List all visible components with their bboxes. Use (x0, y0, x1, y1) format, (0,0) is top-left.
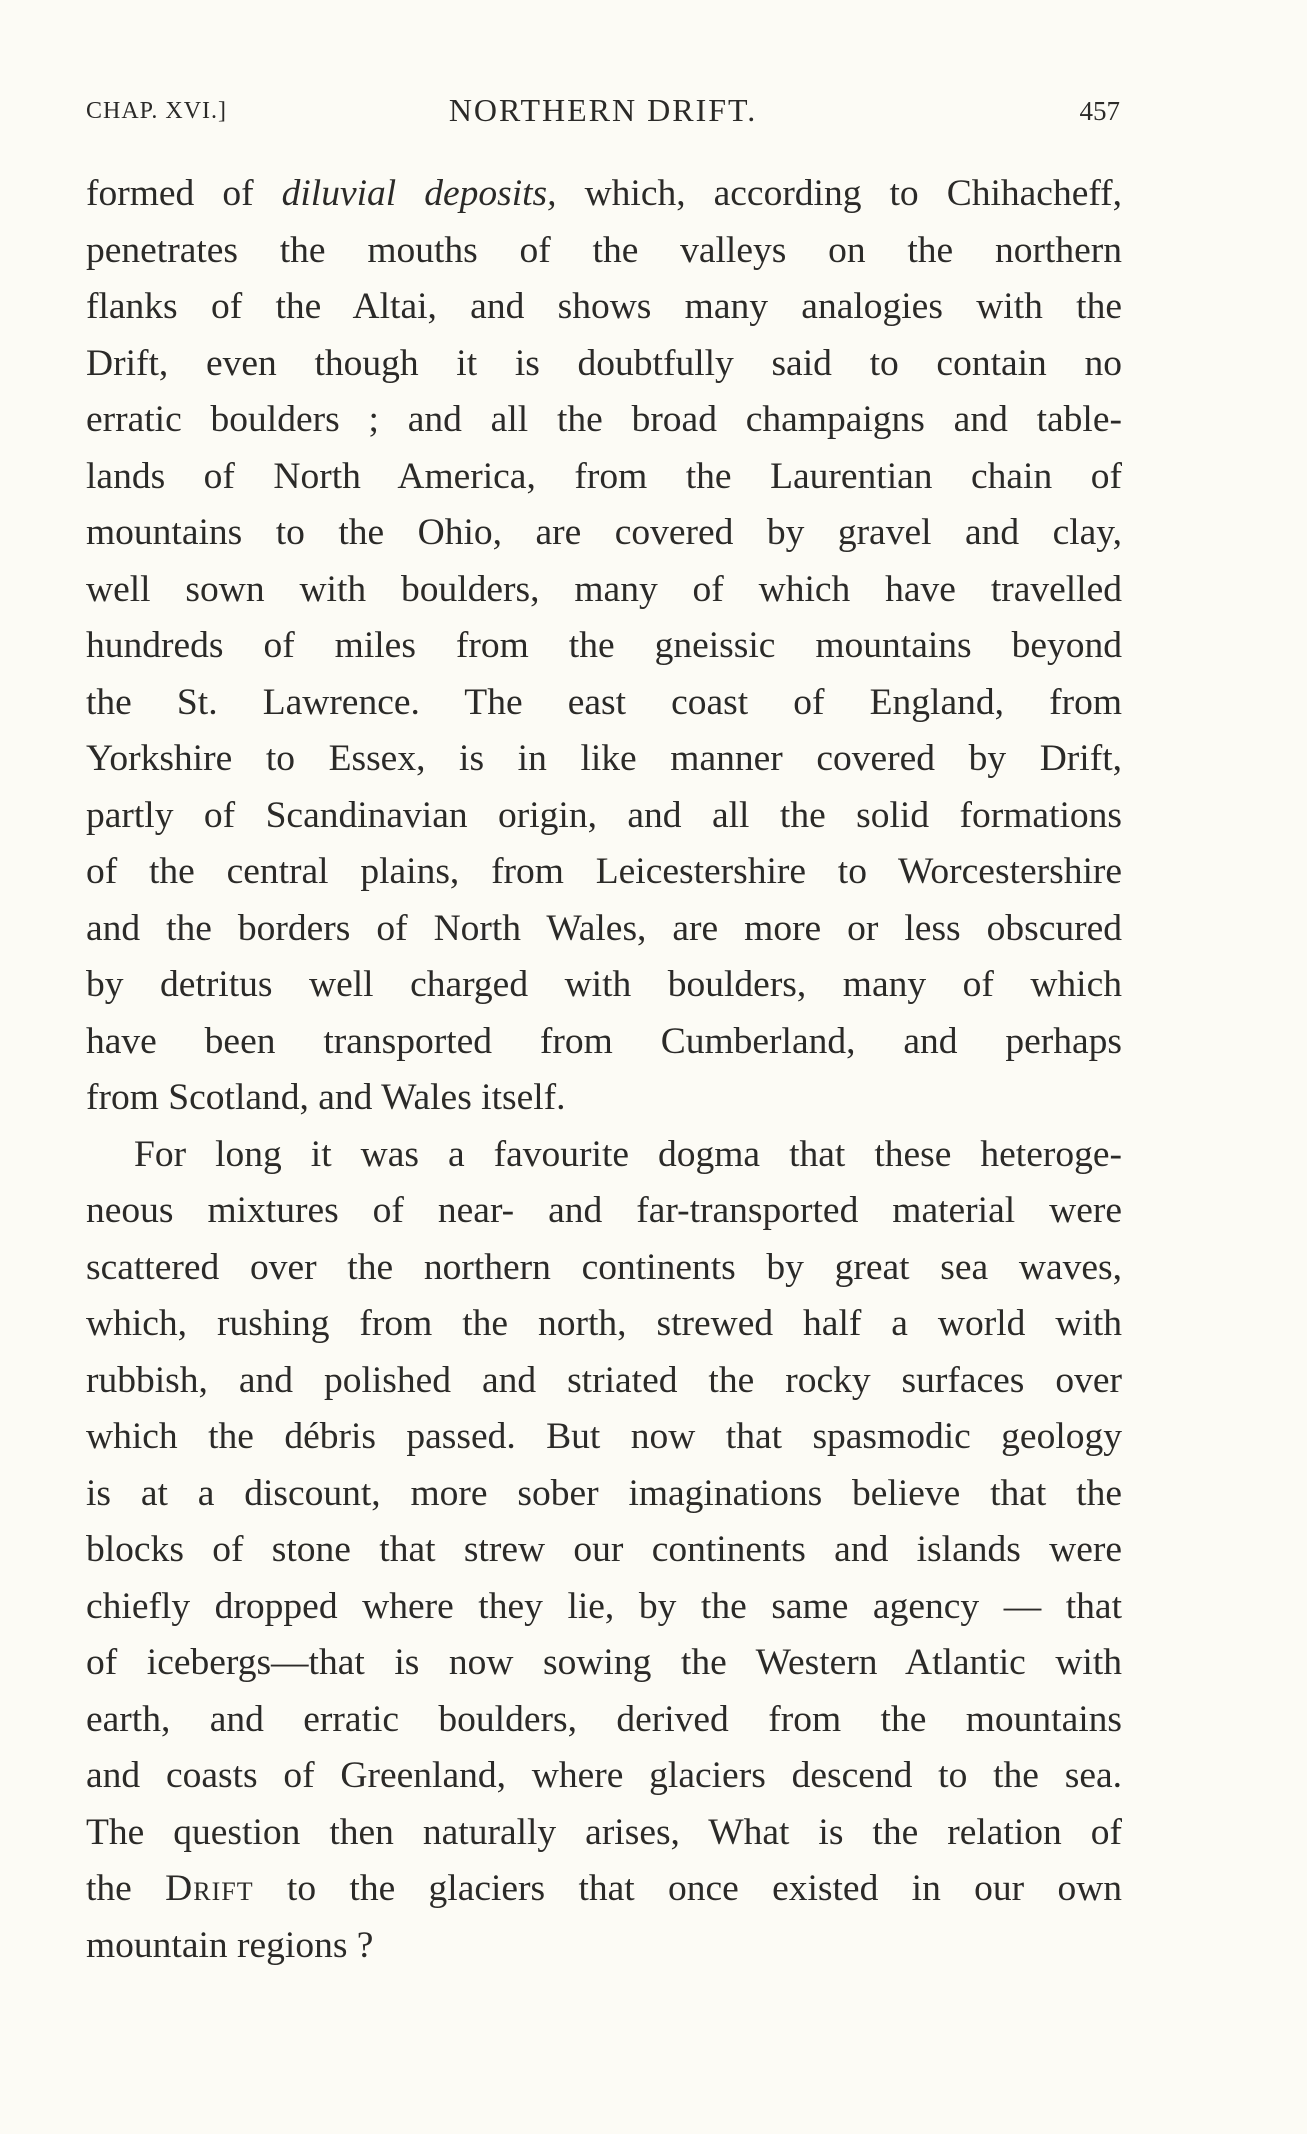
text-line (86, 1861, 1122, 1918)
text-line: The question then naturally arises, What is the relation of (86, 1811, 1122, 1853)
text-line: lands of North America, from the Laurentian chain of (86, 455, 1122, 497)
text-run: to the glaciers that once existed in our own (286, 1868, 1123, 1909)
text-line: by detritus well charged with boulders, many of which (86, 964, 1122, 1005)
text-line: scattered over the northern continents by great sea waves, (86, 1246, 1122, 1288)
italic-phrase: diluvial deposits, (281, 173, 557, 214)
text-line: and the borders of North Wales, are more or less obscured (86, 907, 1122, 949)
text-run: formed of (86, 173, 254, 214)
text-line: erratic boulders ; and all the broad champaigns and table- (86, 399, 1122, 440)
text-line: from Scotland, and Wales itself. (86, 1077, 566, 1118)
text-line: For long it was a favourite dogma that these heteroge- (134, 1133, 1122, 1175)
text-line: have been transported from Cumberland, and perhaps (86, 1020, 1122, 1062)
text-line: Drift, even though it is doubtfully said to contain no (86, 342, 1122, 384)
text-line: mountain regions ? (86, 1924, 374, 1966)
text-line: of icebergs—that is now sowing the Western Atlantic with (86, 1642, 1122, 1683)
text-line: mountains to the Ohio, are covered by gravel and clay, (86, 512, 1122, 553)
text-line: chiefly dropped where they lie, by the same agency — that (86, 1585, 1122, 1627)
page-number: 457 (1079, 96, 1120, 126)
text-line: penetrates the mouths of the valleys on the northern (86, 229, 1122, 271)
smallcaps-term: Drift (165, 1868, 254, 1909)
text-run: which, according to Chihacheff, (584, 173, 1123, 214)
text-line: earth, and erratic boulders, derived from the mountains (86, 1698, 1122, 1740)
running-title: NORTHERN DRIFT. (448, 92, 758, 128)
text-run: the (86, 1868, 132, 1909)
text-line: neous mixtures of near- and far-transported material were (86, 1190, 1122, 1231)
text-line: of the central plains, from Leicestershire to Worcestershire (86, 851, 1122, 892)
text-line: blocks of stone that strew our continents and islands were (86, 1529, 1122, 1570)
text-line: flanks of the Altai, and shows many analogies with the (86, 286, 1122, 327)
text-line: is at a discount, more sober imaginations believe that the (86, 1472, 1122, 1514)
text-line: the St. Lawrence. The east coast of England, from (86, 681, 1122, 723)
text-line: and coasts of Greenland, where glaciers descend to the sea. (86, 1755, 1122, 1796)
running-head (86, 92, 1120, 136)
text-line (86, 166, 1122, 223)
text-line: partly of Scandinavian origin, and all the solid formations (86, 794, 1122, 836)
text-line: Yorkshire to Essex, is in like manner covered by Drift, (86, 738, 1122, 779)
body-text (86, 166, 1122, 1974)
chapter-label: CHAP. XVI.] (86, 98, 228, 124)
text-line: which the débris passed. But now that spasmodic geology (86, 1416, 1122, 1457)
text-line: which, rushing from the north, strewed half a world with (86, 1303, 1122, 1344)
text-line: rubbish, and polished and striated the rocky surfaces over (86, 1359, 1122, 1401)
text-line: hundreds of miles from the gneissic mountains beyond (86, 625, 1122, 666)
text-line: well sown with boulders, many of which have travelled (86, 568, 1122, 610)
